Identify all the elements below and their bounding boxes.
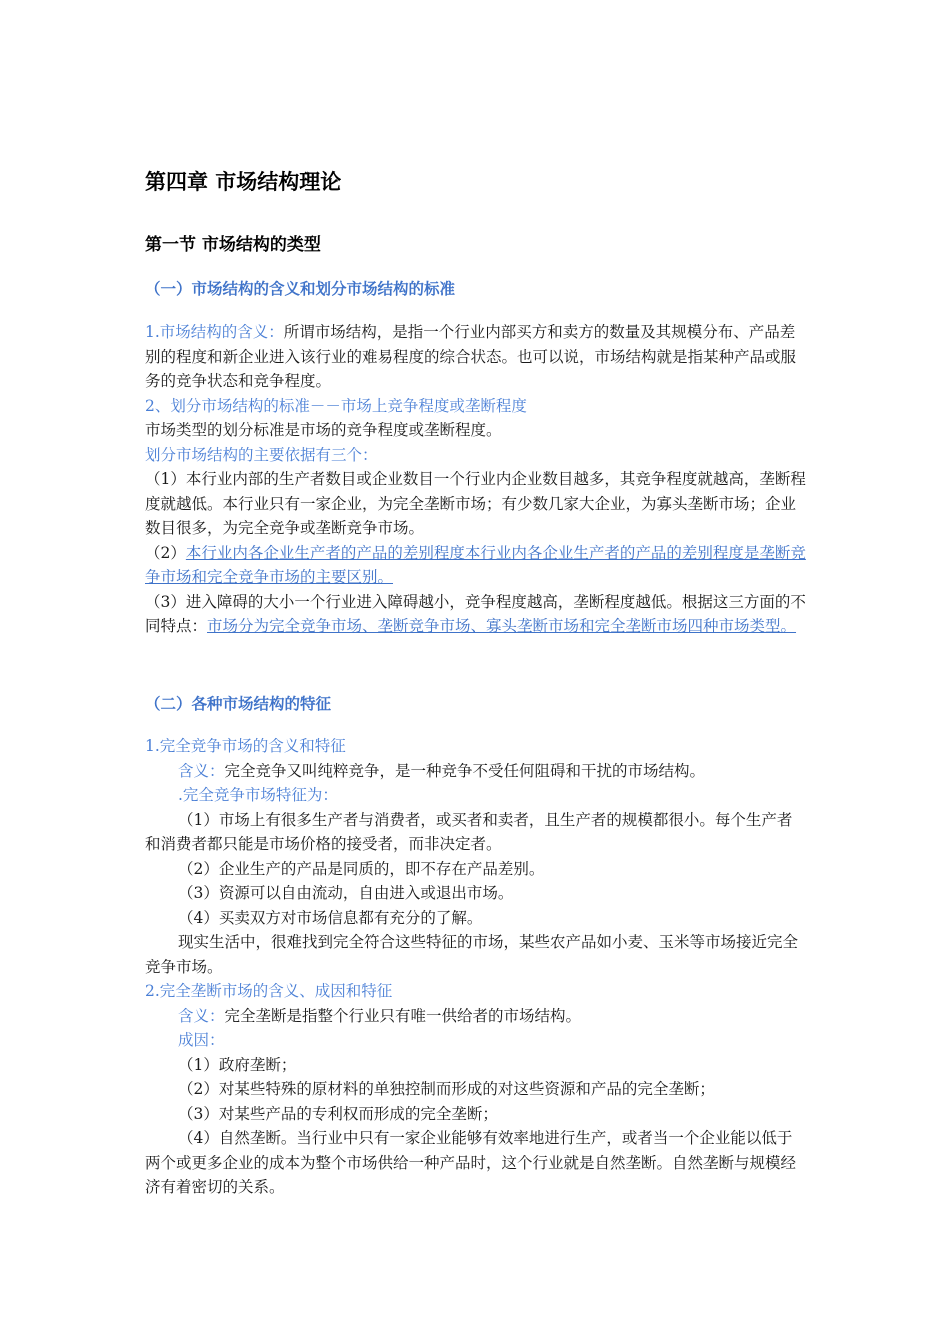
basis-item-3-text: （3）进入障碍的大小一个行业进入障碍越小，竞争程度越高，垄断程度越低。根据这三方面的不同特点： xyxy=(145,592,806,635)
pc-feature-3: （3）资源可以自由流动，自由进入或退出市场。 xyxy=(178,884,514,902)
pc-feature-1: （1）市场上有很多生产者与消费者，或买者和卖者，且生产者的规模都很小。每个生产者和消费者都只能是市场价格的接受者，而非决定者。 xyxy=(145,810,793,853)
pc-reality-note: 现实生活中，很难找到完全符合这些特征的市场，某些农产品如小麦、玉米等市场接近完全竞争市场。 xyxy=(145,933,799,976)
pm-cause-4: （4）自然垄断。当行业中只有一家企业能够有效率地进行生产，或者当一个企业能以低于两个或更多企业的成本为整个市场供给一种产品时，这个行业就是自然垄断。自然垄断与规模经济有着密切的关系。 xyxy=(145,1129,797,1196)
basis-item-3-link[interactable]: 市场分为完全竞争市场、垄断竞争市场、寡头垄断市场和完全垄断市场四种市场类型。 xyxy=(207,617,797,635)
standard-text: 市场类型的划分标准是市场的竞争程度或垄断程度。 xyxy=(145,421,502,439)
chapter-title: 第四章 市场结构理论 xyxy=(145,170,342,194)
perfect-competition-definition xyxy=(145,759,807,784)
part1-heading: （一）市场结构的含义和划分市场结构的标准 xyxy=(145,280,456,298)
definition-label: 1.市场结构的含义： xyxy=(145,323,284,341)
basis-item-2-link[interactable]: 本行业内各企业生产者的产品的差别程度本行业内各企业生产者的产品的差别程度是垄断竞争市场和完全竞争市场的主要区别。 xyxy=(145,543,806,586)
pm-definition-label: 含义： xyxy=(178,1006,225,1025)
pure-monopoly-heading: 2.完全垄断市场的含义、成因和特征 xyxy=(145,982,393,1000)
basis-item-2 xyxy=(145,541,807,590)
basis-item-2-prefix: （2） xyxy=(145,543,186,562)
pm-cause-1: （1）政府垄断； xyxy=(178,1055,297,1074)
pc-feature-4: （4）买卖双方对市场信息都有充分的了解。 xyxy=(178,908,483,927)
basis-item-1: （1）本行业内部的生产者数目或企业数目一个行业内企业数目越多，其竞争程度就越高，垄断程度就越低。本行业只有一家企业，为完全垄断市场；有少数几家大企业，为寡头垄断市场；企业数目很多，为完全竞争或垄断竞争市场。 xyxy=(145,470,806,537)
part2-heading: （二）各种市场结构的特征 xyxy=(145,695,332,713)
pm-definition-text: 完全垄断是指整个行业只有唯一供给者的市场结构。 xyxy=(224,1006,582,1025)
pc-definition-text: 完全竞争又叫纯粹竞争，是一种竞争不受任何阻碍和干扰的市场结构。 xyxy=(224,761,706,780)
pc-feature-2: （2）企业生产的产品是同质的，即不存在产品差别。 xyxy=(178,859,545,878)
market-structure-definition xyxy=(145,320,807,394)
basis-heading: 划分市场结构的主要依据有三个： xyxy=(145,445,378,464)
basis-item-3 xyxy=(145,590,807,639)
part2-body xyxy=(145,734,807,1200)
standard-heading: 2、划分市场结构的标准－－市场上竞争程度或垄断程度 xyxy=(145,396,527,415)
definition-text: 所谓市场结构，是指一个行业内部买方和卖方的数量及其规模分布、产品差别的程度和新企业进入该行业的难易程度的综合状态。也可以说，市场结构就是指某种产品或服务的竞争状态和竞争程度。 xyxy=(145,323,797,390)
part1-body xyxy=(145,320,807,639)
pure-monopoly-definition xyxy=(145,1004,807,1029)
pm-cause-3: （3）对某些产品的专利权而形成的完全垄断； xyxy=(178,1104,498,1123)
pc-features-heading: .完全竞争市场特征为： xyxy=(178,786,338,804)
pm-causes-heading: 成因： xyxy=(178,1031,225,1049)
pm-cause-2: （2）对某些特殊的原材料的单独控制而形成的对这些资源和产品的完全垄断； xyxy=(178,1080,715,1098)
section-title: 第一节 市场结构的类型 xyxy=(145,235,321,255)
pc-definition-label: 含义： xyxy=(178,761,225,780)
perfect-competition-heading: 1.完全竞争市场的含义和特征 xyxy=(145,737,346,755)
